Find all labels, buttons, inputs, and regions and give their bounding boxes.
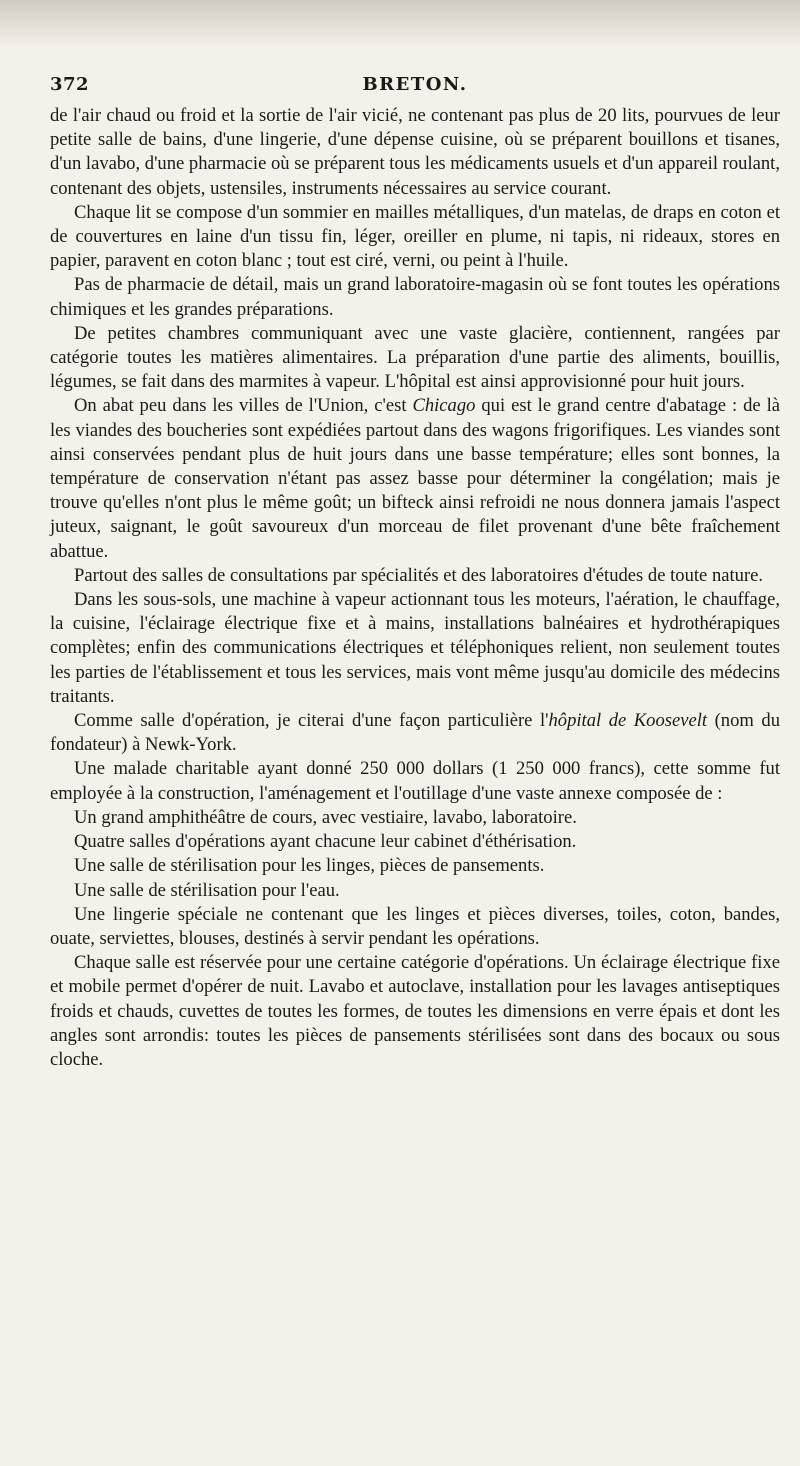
paragraph-5 [50,394,780,563]
paragraph-5-start: On abat peu dans les villes de l'Union, c'est [74,395,413,417]
paragraph-6: Partout des salles de consultations par spécialités et des laboratoires d'études de toute nature. [74,564,764,586]
paragraph-4: De petites chambres communiquant avec une vaste glacière, contiennent, rangées par catégorie toutes les matières alimentaires. La préparation d'une partie des aliments, bouillis, légumes, se fait dans des marmites à vapeur. L'hôpital est ainsi approvisionné pour huit jours. [50,322,780,393]
page-number: 372 [50,74,90,95]
paragraph-5-italic: Chicago [412,395,476,417]
page-header [50,70,780,104]
body-text [50,104,780,1072]
book-page [50,70,780,1430]
paragraph-8-italic: hôpital de Koosevelt [548,710,708,732]
paragraph-10: Un grand amphithéâtre de cours, avec vestiaire, lavabo, laboratoire. [74,806,577,828]
paragraph-15: Chaque salle est réservée pour une certaine catégorie d'opérations. Un éclairage électrique fixe et mobile permet d'opérer de nuit. Lavabo et autoclave, installation pour les lavages antiseptiques froids et chauds, cuvettes de toutes les formes, de toutes les dimensions en verre épais et dont les angles sont arrondis: toutes les pièces de pansements stérilisées sont dans des bocaux ou sous cloche. [50,952,780,1070]
paragraph-2: Chaque lit se compose d'un sommier en mailles métalliques, d'un matelas, de draps en coton et de couvertures en laine d'un tissu fin, léger, oreiller en plume, ni tapis, ni rideaux, stores en papier, paravent en coton blanc ; tout est ciré, verni, ou peint à l'huile. [50,201,780,272]
paragraph-11: Quatre salles d'opérations ayant chacune leur cabinet d'éthérisation. [74,831,577,853]
paragraph-13: Une salle de stérilisation pour l'eau. [74,879,340,901]
paragraph-8-start: Comme salle d'opération, je citerai d'une façon particulière l' [74,710,549,732]
scan-top-edge [0,0,800,48]
paragraph-14: Une lingerie spéciale ne contenant que les linges et pièces diverses, toiles, coton, bandes, ouate, serviettes, blouses, destinés à servir pendant les opérations. [50,903,780,949]
paragraph-8-end: (nom du fondateur) à Newk-York. [50,710,780,756]
paragraph-1: de l'air chaud ou froid et la sortie de l'air vicié, ne contenant pas plus de 20 lits, pourvues de leur petite salle de bains, d'une lingerie, d'une dépense cuisine, où se préparent bouillons et tisanes, d'un lavabo, d'une pharmacie où se préparent tous les médicaments usuels et d'un appareil roulant, contenant des objets, ustensiles, instruments nécessaires au service courant. [50,105,780,199]
paragraph-8 [50,709,780,757]
paragraph-9: Une malade charitable ayant donné 250 000 dollars (1 250 000 francs), cette somme fut employée à la construction, l'aménagement et l'outillage d'une vaste annexe composée de : [50,758,780,804]
paragraph-5-end: qui est le grand centre d'abatage : de là les viandes des boucheries sont expédiées partout dans des wagons frigorifiques. Les viandes sont ainsi conservées pendant plus de huit jours dans une basse température; elles sont bonnes, la température de conservation n'étant pas assez basse pour déterminer la congélation; mais je trouve qu'elles n'ont plus le même goût; un bifteck ainsi refroidi ne nous donnera jamais l'aspect juteux, saignant, le goût savoureux d'un morceau de filet provenant d'une bête fraîchement abattue. [50,395,780,562]
paragraph-12: Une salle de stérilisation pour les linges, pièces de pansements. [74,855,545,877]
paragraph-3: Pas de pharmacie de détail, mais un grand laboratoire-magasin où se font toutes les opérations chimiques et les grandes préparations. [50,274,780,320]
running-title: BRETON. [362,74,468,95]
paragraph-7: Dans les sous-sols, une machine à vapeur actionnant tous les moteurs, l'aération, le chauffage, la cuisine, l'éclairage électrique fixe et à mains, installations balnéaires et hydrothérapiques complètes; enfin des communications électriques et téléphoniques relient, non seulement toutes les parties de l'établissement et tous les services, mais vont même jusqu'au domicile des médecins traitants. [50,589,780,707]
